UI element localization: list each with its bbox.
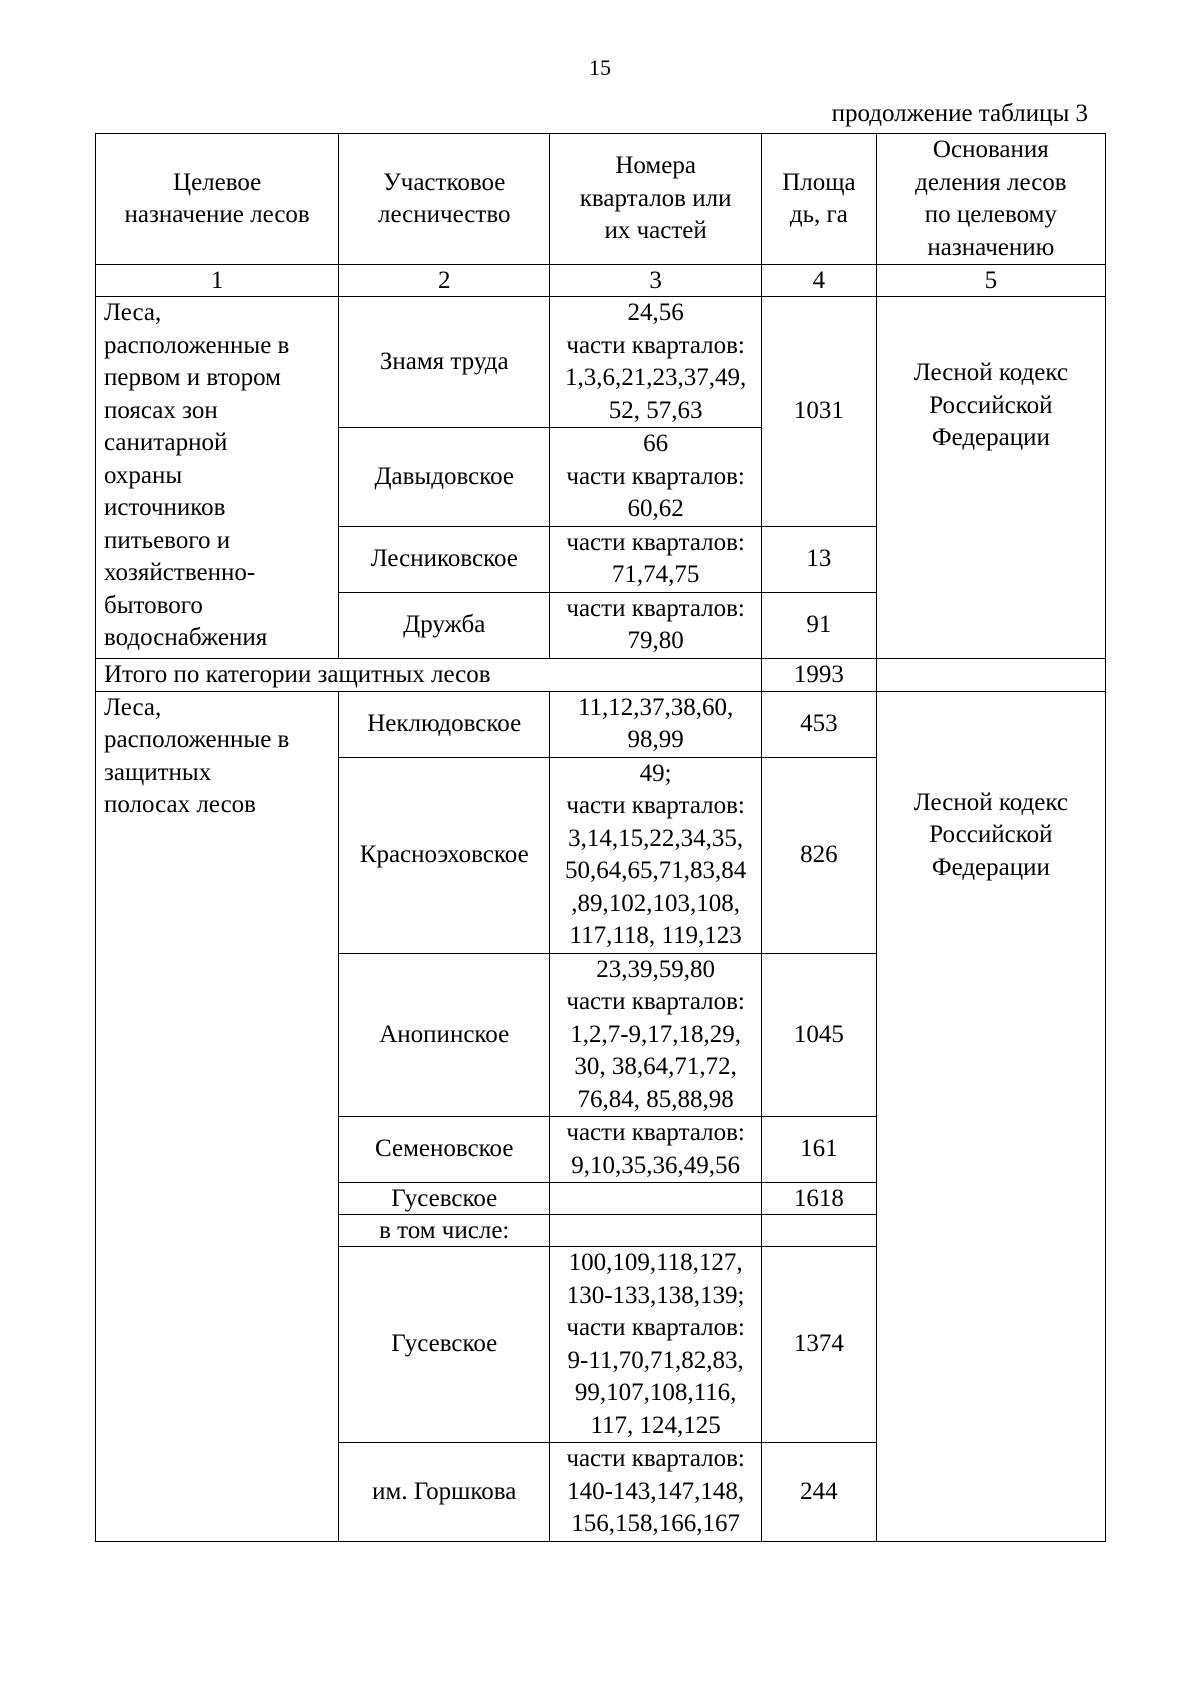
quarters-cell: части кварталов: 9,10,35,36,49,56 [550,1117,762,1183]
area-cell [762,1215,877,1247]
forestry-cell: Неклюдовское [339,691,550,757]
forestry-cell: Давыдовское [339,428,550,527]
quarters-cell: 24,56 части кварталов: 1,3,6,21,23,37,49, 52, 57,63 [550,297,762,428]
area-cell: 1374 [762,1247,877,1443]
area-cell: 161 [762,1117,877,1183]
forestry-cell: Дружба [339,592,550,658]
area-cell: 826 [762,757,877,953]
total-basis-empty [876,658,1105,691]
forestry-cell: Красноэховское [339,757,550,953]
total-label: Итого по категории защитных лесов [96,658,762,691]
area-cell: 1045 [762,953,877,1117]
header-forestry: Участковое лесничество [339,134,550,265]
forestry-cell: в том числе: [339,1215,550,1247]
table-row [96,297,1106,428]
header-quarters: Номера кварталов или их частей [550,134,762,265]
forestry-cell: Анопинское [339,953,550,1117]
area-cell: 1618 [762,1183,877,1215]
column-number: 3 [550,265,762,297]
area-cell: 1031 [762,297,877,527]
quarters-cell: части кварталов: 71,74,75 [550,526,762,592]
forest-purpose-table [95,133,1106,1542]
area-cell: 244 [762,1443,877,1542]
total-area: 1993 [762,658,877,691]
quarters-cell: 66 части кварталов: 60,62 [550,428,762,527]
purpose-cell: Леса, расположенные в защитных полосах лесов [96,691,339,1541]
header-basis: Основания деления лесов по целевому назначению [876,134,1105,265]
basis-cell: Лесной кодекс Российской Федерации [876,297,1105,659]
forestry-cell: Знамя труда [339,297,550,428]
area-cell: 453 [762,691,877,757]
forestry-cell: Гусевское [339,1183,550,1215]
quarters-cell: 100,109,118,127, 130-133,138,139; части кварталов: 9-11,70,71,82,83, 99,107,108,116, 117, 124,125 [550,1247,762,1443]
area-cell: 13 [762,526,877,592]
quarters-cell [550,1215,762,1247]
quarters-cell [550,1183,762,1215]
quarters-cell: 49; части кварталов: 3,14,15,22,34,35, 50,64,65,71,83,84 ,89,102,103,108, 117,118, 119,123 [550,757,762,953]
forestry-cell: им. Горшкова [339,1443,550,1542]
column-number: 4 [762,265,877,297]
column-number: 1 [96,265,339,297]
quarters-cell: 11,12,37,38,60, 98,99 [550,691,762,757]
column-number-row [96,265,1106,297]
header-row [96,134,1106,265]
area-cell: 91 [762,592,877,658]
quarters-cell: 23,39,59,80 части кварталов: 1,2,7-9,17,18,29, 30, 38,64,71,72, 76,84, 85,88,98 [550,953,762,1117]
forestry-cell: Лесниковское [339,526,550,592]
header-purpose: Целевое назначение лесов [96,134,339,265]
table-row [96,691,1106,757]
basis-cell: Лесной кодекс Российской Федерации [876,691,1105,1541]
total-row [96,658,1106,691]
table-continuation-caption: продолжение таблицы 3 [831,100,1088,127]
column-number: 2 [339,265,550,297]
quarters-cell: части кварталов: 140-143,147,148, 156,158,166,167 [550,1443,762,1542]
forestry-cell: Семеновское [339,1117,550,1183]
column-number: 5 [876,265,1105,297]
forestry-cell: Гусевское [339,1247,550,1443]
header-area: Площа дь, га [762,134,877,265]
page-number: 15 [589,55,611,80]
quarters-cell: части кварталов: 79,80 [550,592,762,658]
purpose-cell: Леса, расположенные в первом и втором поясах зон санитарной охраны источников питьевого и хозяйственно- бытового водоснабжения [96,297,339,659]
